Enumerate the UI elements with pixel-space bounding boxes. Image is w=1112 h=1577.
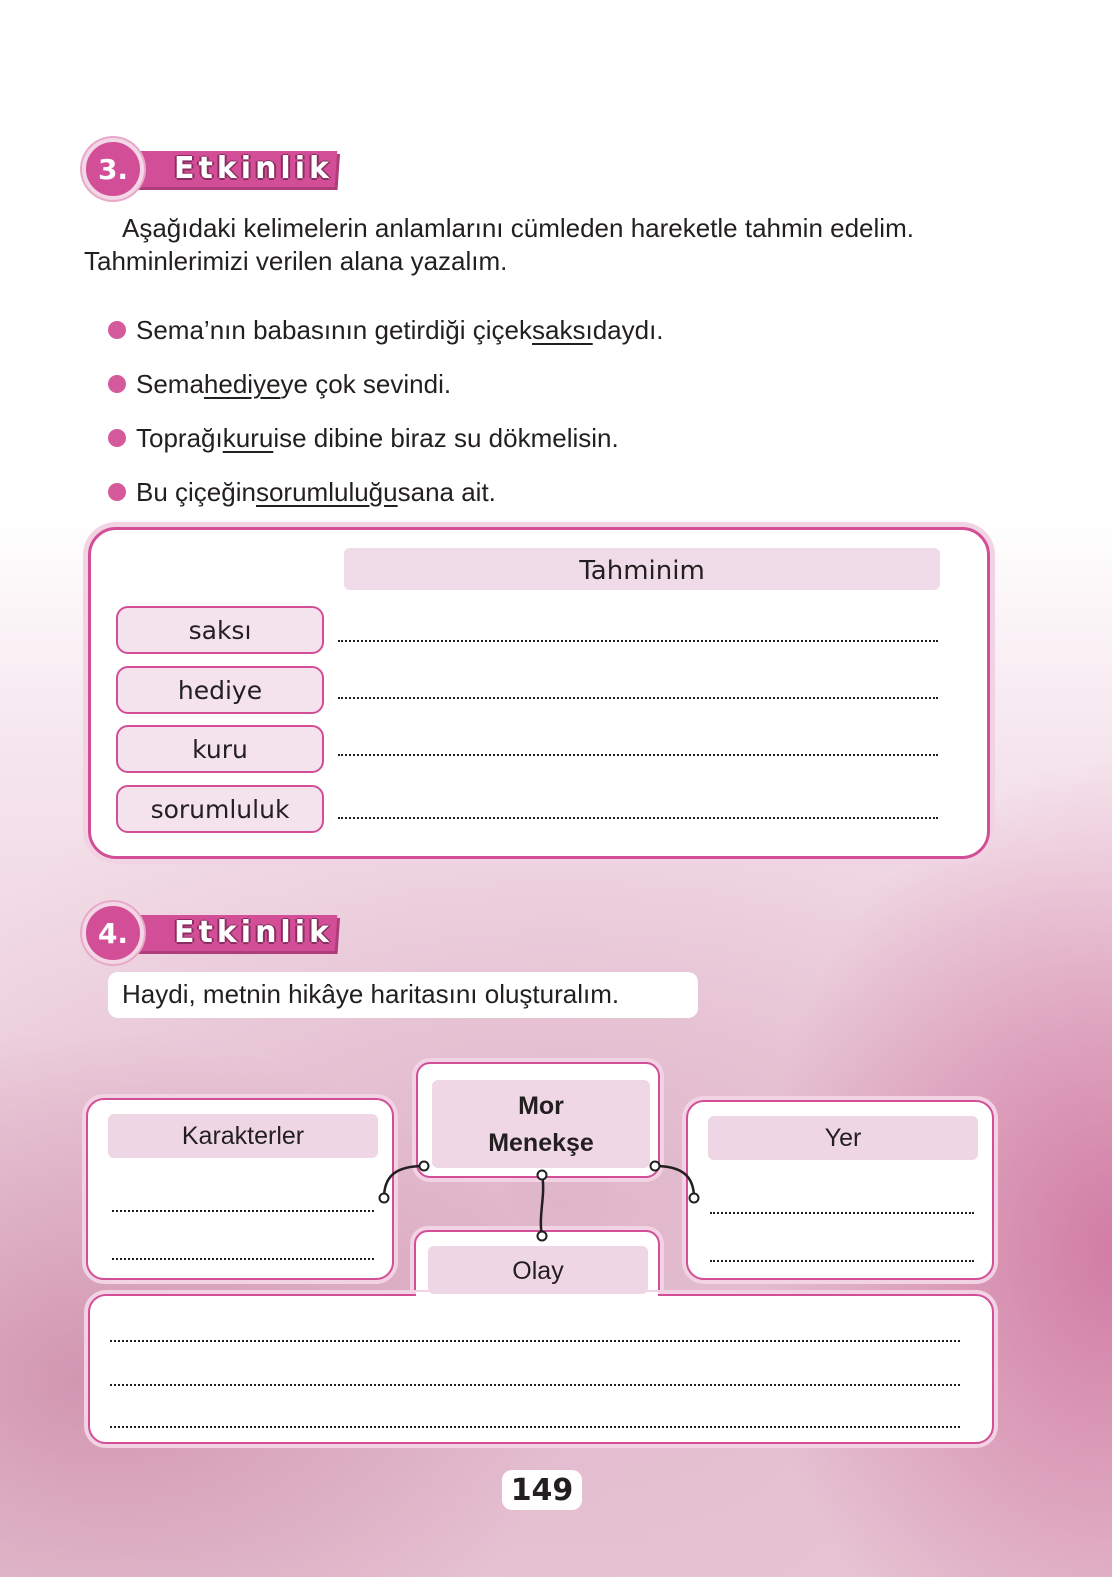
underlined-word: kuru [222, 423, 274, 453]
activity-3-number: 3. [82, 138, 144, 200]
activity-4-instructions: Haydi, metnin hikâye haritasını oluşturalım. [122, 979, 620, 1009]
story-title-line-2: Menekşe [488, 1129, 594, 1157]
sentence-text: ye çok sevindi. [280, 369, 452, 399]
activity-4-number: 4. [82, 902, 144, 964]
characters-answer-line[interactable] [112, 1258, 374, 1260]
sentence-text: daydı. [592, 315, 664, 345]
activity-3-title: Etkinlik [174, 151, 333, 186]
connector-node [690, 1194, 699, 1203]
guess-column-header: Tahminim [344, 548, 940, 590]
event-answer-line[interactable] [110, 1384, 960, 1386]
sentence-text: Toprağı [136, 423, 223, 453]
event-answer-line[interactable] [110, 1340, 960, 1342]
sentence-text: Sema’nın babasının getirdiği çiçek [136, 315, 533, 345]
event-answer-line[interactable] [110, 1426, 960, 1428]
characters-label: Karakterler [108, 1114, 378, 1158]
connector-node [651, 1162, 660, 1171]
connector-title-place [655, 1166, 694, 1198]
page-number: 149 [502, 1470, 582, 1510]
sentence-text: sana ait. [397, 477, 496, 507]
activity-4-title: Etkinlik [174, 915, 333, 950]
connector-title-characters [384, 1166, 424, 1198]
story-title-line-1: Mor [518, 1092, 564, 1120]
place-answer-line[interactable] [710, 1260, 974, 1262]
place-label: Yer [708, 1116, 978, 1160]
story-title [432, 1080, 650, 1168]
sentence-text: Bu çiçeğin [136, 477, 256, 507]
place-answer-line[interactable] [710, 1212, 974, 1214]
connector-node [538, 1171, 547, 1180]
word-tag-kuru: kuru [116, 725, 324, 773]
word-tag-sorumluluk: sorumluluk [116, 785, 324, 833]
sentence-text: Sema [136, 369, 204, 399]
word-tag-hediye: hediye [116, 666, 324, 714]
instructions-line-1: Aşağıdaki kelimelerin anlamlarını cümleden hareketle tahmin edelim. [122, 213, 914, 243]
underlined-word: sorumluluğu [255, 477, 398, 507]
characters-answer-line[interactable] [112, 1210, 374, 1212]
connector-node [538, 1232, 547, 1241]
underlined-word: saksı [532, 315, 593, 345]
connector-node [420, 1162, 429, 1171]
event-label: Olay [428, 1246, 648, 1294]
word-tag-saksi: saksı [116, 606, 324, 654]
sentence-text: ise dibine biraz su dökmelisin. [273, 423, 619, 453]
connector-title-event [541, 1175, 543, 1236]
underlined-word: hediye [203, 369, 281, 399]
instructions-line-2: Tahminlerimizi verilen alana yazalım. [84, 246, 508, 276]
connector-node [380, 1194, 389, 1203]
